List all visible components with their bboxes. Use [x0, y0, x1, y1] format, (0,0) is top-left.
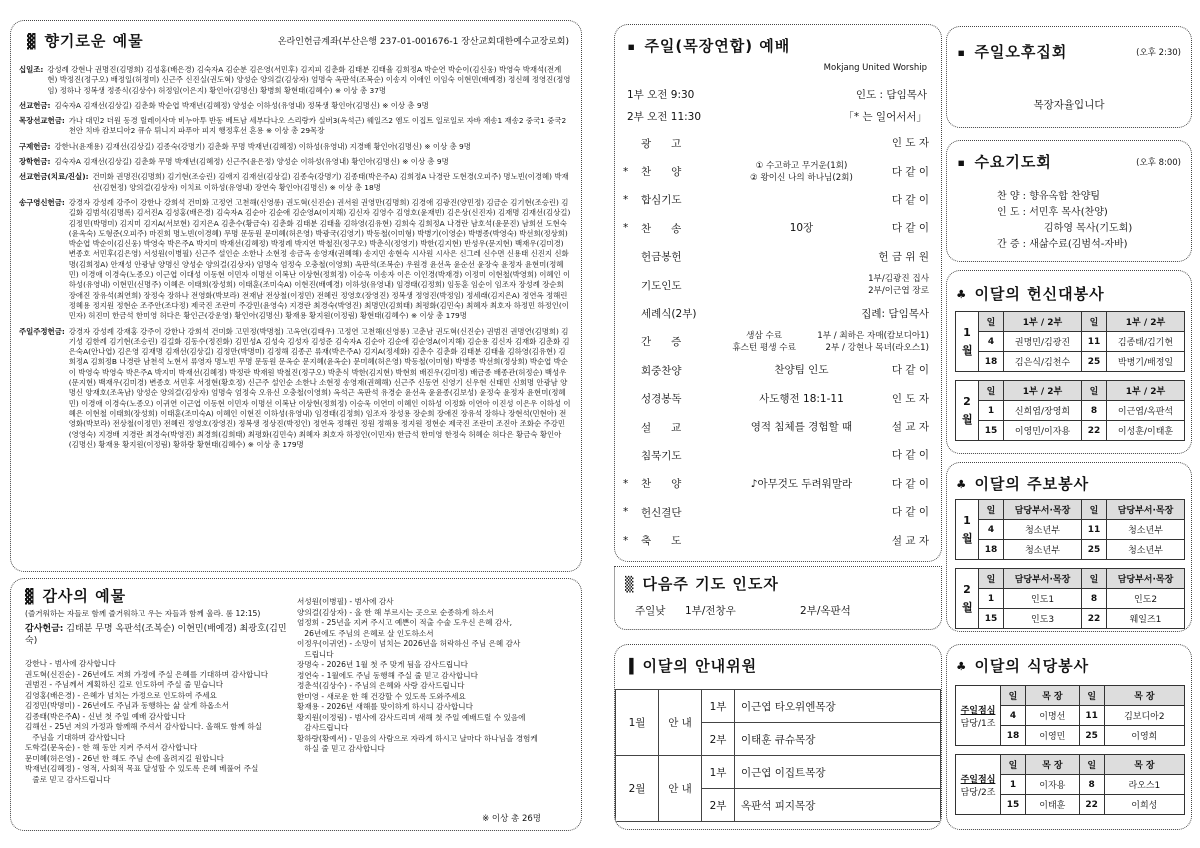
- schedule-header: 담당부서·목장: [1004, 500, 1082, 520]
- kitchen-label: 주일점심: [960, 705, 996, 716]
- kitchen-sub: 담당/1조: [960, 718, 996, 729]
- schedule-day: 25: [1079, 726, 1104, 746]
- next-prayer-title: ▒ 다음주 기도 인도자: [625, 575, 779, 593]
- order-name: 세례식(2부): [641, 308, 697, 321]
- gift-icon: ▓: [25, 589, 35, 605]
- schedule-header: 일: [979, 312, 1004, 332]
- order-name: 합심기도: [641, 194, 682, 207]
- schedule-header: 1부 / 2부: [1107, 381, 1185, 401]
- offering-section-text: 김숙자A 김재선(김상길) 김춘화 박순엽 박재년(김혜정) 양성순 이하성(유영내) 정복생 황인아(김명신) ※ 이상 총 9명: [54, 100, 429, 110]
- guides-role: 안 내: [659, 690, 702, 756]
- order-name: 설 교: [641, 421, 682, 434]
- spacer-cell: [956, 441, 1185, 450]
- offering-section: [19, 198, 571, 322]
- schedule-person: 인도3: [1004, 609, 1082, 629]
- offering-panel: [10, 20, 582, 572]
- month-label: 1월: [962, 513, 973, 545]
- schedule-person: 이명선: [1026, 706, 1080, 726]
- thanks-item: 엄정희 - 25년을 지켜 주시고 예쁜이 적출 수술 도우신 은혜 감사,: [297, 618, 513, 627]
- schedule-person: 김보디아2: [1104, 706, 1184, 726]
- order-detail: 10장: [789, 222, 814, 235]
- schedule-day: 1: [979, 401, 1004, 421]
- spacer-cell: [956, 815, 1185, 824]
- order-name: 광 고: [641, 137, 682, 150]
- offering-section-text: 가나 대민2 더원 동경 릴레이사마 비누아투 반동 베트남 세부다나오 스리랑카 실버3(옥석근) 웨일즈2 엠도 이집트 일로일로 자바 재송1 재송2 중국1 중국2 천안 치바 캄보디아2 큐슈 튀니지 파푸아 피지 행정후선 혼용 ※ 이상 총 29목장: [68, 116, 567, 136]
- schedule-person: 청소년부: [1004, 520, 1082, 540]
- schedule-row: [956, 332, 1185, 352]
- account-info: 온라인헌금계좌(부산은행 237-01-001676-1 장산교회대한예수교장로회): [277, 37, 569, 47]
- month-cell: [956, 500, 979, 560]
- schedule-day: 18: [979, 540, 1004, 560]
- thanks-item: 한미영 - 새로운 한 해 건강할 수 있도록 도와주세요: [297, 691, 466, 701]
- order-row: [623, 328, 929, 356]
- kitchen-label: 주일점심: [960, 774, 996, 785]
- thanks-item: 김종태(박은주A) - 신년 첫 주일 예배 감사합니다: [25, 711, 186, 721]
- schedule-header-row: [956, 755, 1185, 775]
- order-leader: 헌 금 위 원: [878, 250, 929, 263]
- thanks-item: 권도혁(신진순) - 26년에도 저희 가정에 주실 은혜를 기대하며 감사합니다: [25, 669, 269, 679]
- wednesday-title: ▪ 수요기도회: [957, 153, 1052, 171]
- service-panel: [946, 270, 1192, 454]
- kitchen-table: [955, 685, 1185, 823]
- guides-part: 2부: [702, 723, 735, 756]
- guides-person: 이태훈 큐슈목장: [735, 723, 941, 756]
- schedule-header: 1부 / 2부: [1004, 381, 1082, 401]
- order-leader: 다 같 이: [891, 477, 929, 490]
- schedule-header: 1부 / 2부: [1004, 312, 1082, 332]
- wednesday-panel: [946, 140, 1192, 262]
- schedule-spacer: [956, 441, 1185, 450]
- order-row: [623, 186, 929, 214]
- thanks-item: 양의걸(김상자) - 올 한 해 부르시는 곳으로 순종하게 하소서: [297, 607, 494, 617]
- thanks-item: 하실 줄 믿고 감사합니다: [297, 744, 385, 753]
- offering-section: [19, 172, 571, 193]
- schedule-day: 18: [979, 352, 1004, 372]
- sunday-panel: [614, 24, 942, 562]
- month-cell: [956, 381, 979, 441]
- kitchen-title: ♣ 이달의 식당봉사: [957, 657, 1090, 675]
- schedule-header-row: [956, 569, 1185, 589]
- month-cell: [956, 755, 1001, 815]
- thanks-item: 정연숙 - 1월에도 주님 동행해 주실 줄 믿고 감사합니다: [297, 670, 478, 680]
- thanks-title: ▓ 감사의 예물: [25, 587, 127, 605]
- thanks-verse: (즐거워하는 자들로 함께 즐거워하고 우는 자들과 함께 울라. 롬 12:15): [25, 609, 261, 618]
- schedule-person: 이근엽/옥판석: [1107, 401, 1185, 421]
- bullet-icon: ▪: [627, 39, 637, 55]
- thanks-panel: [10, 578, 582, 831]
- time-1: 1부 오전 9:30: [627, 89, 695, 101]
- order-row: [623, 470, 929, 498]
- month-label: 1월: [962, 325, 973, 357]
- order-detail: 찬양팀 인도: [774, 364, 829, 377]
- thanks-item: 드립니다: [297, 649, 334, 659]
- order-row: [623, 243, 929, 271]
- kitchen-panel: [946, 644, 1192, 830]
- order-leader: 인 도 자: [891, 137, 929, 150]
- wednesday-line: 김하영 목사(기도회): [1044, 223, 1133, 234]
- thanks-total: ※ 이상 총 26명: [482, 814, 541, 824]
- schedule-header: 일: [979, 500, 1004, 520]
- offering-section-text: 김숙자A 김재선(김상길) 김춘화 무명 박재년(김혜정) 신근주(윤은정) 양성순 이하성(유영내) 황인아(김명신) ※ 이상 총 9명: [54, 157, 449, 167]
- spacer-cell: [956, 560, 1185, 569]
- order-detail: ① 수고하고 무거운(1회) ② 왕이신 나의 하나님(2회): [750, 160, 853, 183]
- month-cell: [956, 686, 1001, 746]
- schedule-person: 청소년부: [1107, 520, 1185, 540]
- sunday-title: ▪ 주일(목장연합) 예배: [627, 37, 791, 55]
- order-name: 침묵기도: [641, 449, 682, 462]
- schedule-row: [956, 401, 1185, 421]
- schedule-person: 라오스1: [1104, 775, 1184, 795]
- order-leader: 다 같 이: [891, 222, 929, 235]
- grid-icon: ▒: [625, 577, 635, 593]
- thanks-right-list: [297, 597, 575, 755]
- schedule-day: 4: [979, 520, 1004, 540]
- offering-section: [19, 65, 571, 96]
- schedule-person: 인도2: [1107, 589, 1185, 609]
- schedule-header: 목 장: [1026, 755, 1080, 775]
- schedule-person: 청소년부: [1107, 540, 1185, 560]
- thanks-left-list: [25, 659, 293, 785]
- offering-section-label: 주일주정헌금:: [19, 326, 65, 336]
- guides-table: [615, 689, 941, 822]
- service-table: [955, 311, 1185, 449]
- thanks-item: 26년에도 주님의 은혜로 살 인도하소서: [297, 628, 434, 638]
- order-row: [623, 498, 929, 526]
- offering-section-text: 건미화 권명진(김명희) 김기현(조승린) 김애지 김재선(김상길) 김종숙(강명기) 김종태(박은주A) 김희정A 나경란 도현경(오피주) 명노빈(이경혜) 박재선(김현정) 양의걸(김상자) 이치료 이하성(유영내) 장연숙 황인아(김명신) ※ 이상 총 18명: [92, 172, 569, 192]
- wednesday-time: (오후 8:00): [1136, 157, 1181, 168]
- order-detail: 사도행전 18:1-11: [759, 392, 844, 405]
- guides-part: 1부: [702, 690, 735, 723]
- schedule-person: 이영민/이자용: [1004, 421, 1082, 441]
- month-label: 2월: [962, 582, 973, 614]
- schedule-spacer: [956, 629, 1185, 633]
- schedule-day: 11: [1082, 520, 1107, 540]
- order-name: 회중찬양: [641, 364, 682, 377]
- offering-section-text: 강경자 강성례 강재홍 강주이 강한나 강희석 건미화 고민정(박명철) 고옥연(김태우) 고정연 고천해(신영롱) 고춘남 권도혁(신진순) 권범진 권명연(김명희) 김기성 김한례 김기현(조승린) 김길화 김동수(정진화) 김민성A 김성숙 김성자 김성준 김숙자A 김순아 김순애 김순영A(이지해) 김순용 김신자 김재화 김춘화 김은숙A(안나엽) 김은영 김재명 김재선(김상길) 김정만(박명미) 김정해 김종곤 류재(박은주A) 김지A(정세화) 김춘수 김춘화 김태분 김태율 김하영(김유현) 김희정A 김희정B 나경란 남천석 노현서 류영자 명노빈 무명 문동원 문옥순 문지혜(윤옥순) 문미혜(허은영) 박동철(이미형) 박병종 박선희(정상희) 박순엽 박순이 박영숙 박영숙 박은주A 박지미 박재선(김혜정) 박정란 박재원 박철진(정구오) 박춘식 박한(김지현) 박현희 배진우(김미정) 배금종 배종관(허정순) 백성우(문지현) 백재우(김미경) 변종호 서민후 서정현(황호정) 신근주 설인순 소한나 소현정 송영재(권혜해) 신근주 신동연 신영기 신우현 신태민 신희명 안광남 양명신 양재호(조옥남) 양성순 양의걸(김상자) 엄명숙 엄정숙 오유신 오충철(이영희) 옥석근 옥판석 유경순 윤선옥 윤윤종(김보성) 윤정숙 윤정자 윤현미(정혜민) 이경애 이경숙(노종오) 이귀연 이근엽 이동현 이민자 이명선 이복난 이상현(정희정) 이승욱 이연미 이혜인 이하성 이정화 이연아 이진성 이은우 이하성 이혜은 이현철 이태희(장성희) 이태훈(조미숙A) 이혜인 이현진 이하성(유영내) 임경태(김정희) 임조자 장성용 장순희 장애진 장유석 장하나 장현석(민현아) 전영화(박보라) 전상철(이정민) 전혜린 정영호(장영진) 정복생 정상진(박정인) 정연옥 정해린 정원 정해용 정지원 정현순 제국진 조란미 조진아 조화순 주강민(영영숙) 지경배 지경란 최경숙(박영진) 최경희(김희태) 최평화(김민숙) 최혜자 최호자 하정인(이민자) 한금석 한미영 한정숙 허혜순 허다은 황금숙 황인아(김명신) 황재용 황지원(이정림) 황하랑 황현태(김혜수) ※ 이상 총 179명: [68, 326, 571, 449]
- order-leader: 다 같 이: [891, 364, 929, 377]
- schedule-header: 일: [979, 381, 1004, 401]
- thanks-item: 주님을 기대하며 감사합니다: [25, 732, 126, 742]
- standing-marker: *: [623, 165, 629, 178]
- guides-person: 이근엽 타오위엔목장: [735, 690, 941, 723]
- guides-person: 이근엽 이집트목장: [735, 756, 941, 789]
- schedule-header: 목 장: [1026, 686, 1080, 706]
- guides-row: [616, 690, 941, 723]
- order-name: 기도인도: [641, 279, 682, 292]
- thanks-item: 도학걸(문옥순) - 한 해 동안 지켜 주셔서 감사합니다: [25, 743, 198, 752]
- next-prayer-p1: 1부/전창우: [685, 605, 736, 617]
- order-leader: 다 같 이: [891, 506, 929, 519]
- schedule-header-row: [956, 381, 1185, 401]
- next-prayer-panel: [614, 566, 942, 630]
- schedule-row: [956, 421, 1185, 441]
- order-detail: 영적 침체를 경험할 때: [750, 421, 853, 434]
- thanks-item: 감사드립니다: [297, 723, 349, 732]
- order-row: [623, 214, 929, 242]
- schedule-header: 일: [1082, 569, 1107, 589]
- standing-marker: *: [623, 506, 629, 519]
- order-row: [623, 356, 929, 384]
- guides-row: [616, 756, 941, 789]
- schedule-person: 이성훈/이태훈: [1107, 421, 1185, 441]
- thanks-item: 강한나 - 범사에 감사합니다: [25, 659, 116, 668]
- order-of-service: [623, 129, 929, 555]
- schedule-day: 1: [979, 589, 1004, 609]
- schedule-spacer: [956, 815, 1185, 824]
- schedule-person: 박병기/배정일: [1107, 352, 1185, 372]
- schedule-day: 11: [1079, 706, 1104, 726]
- schedule-person: 이영희: [1104, 726, 1184, 746]
- order-leader: 다 같 이: [891, 449, 929, 462]
- offering-section-text: 강경자 강성례 강주이 강한나 강희석 건미화 고정연 고천해(신영롱) 권도혁(신진순) 권서원 권영만(김명희) 김경애 김광진(양민정) 김금순 김기현(조승린) 김길화 김범석(김명록) 김서진A 김성홍(배은경) 김숙자A 김순아 김순애 김순영A(이지해) 김신자 김영수 김영호(윤재빈) 김은상(신진자) 김재명 김재선(김상길) 김정민(박명미) 김지미 김지A(서보현) 김지은A 김춘수(황금숙) 김춘화 김태분 김태율 김하영(김유현) 김희숙 김희정A 나경란 남호석(윤문진) 남희선 도현숙(윤옥숙) 도형준(오피주) 마진희 명노빈(이경혜) 무명 문동원 문미혜(허은영) 박광국(김영기) 박동철(이미형) 박병기(이영순) 박병종(박영숙) 박선희(정상희) 박순엽 박순이(김신웅) 박영숙 박은주A 박지미 박재선(김혜정) 박정례 박지연 박철진(정구오) 박춘식(정영기) 박한(김지현) 반성우(문지현) 백재우(김미경) 변종호 서민후(김은영) 서성원(이병필) 신근주 설인순 소한나 소현정 송금옥 송영재(권혜해) 송지민 송현숙 시사원 시사은 신그레 신수면 신용태 신진지 신화명(김희정A) 안재성 안광남 양명신 양성순 양의걸(김상자) 엄명숙 엄정숙 오충철(이영희) 옥판석(조복순) 우원경 윤선옥 윤순선 윤장숙 윤정자 윤현미(정혜민) 이경애 이경숙(노종오) 이근엽 이대성 이동현 이민자 이명선 이복난 이상현(정희정) 이승욱 이송자 이은 이인경(박재경) 이정미 이현철(박영희) 이혜인 이하성(유영내) 이현민(신명주) 이혜은 이태희(장성희) 이태훈(조미숙A) 이현진(배예경) 이하성(유영내) 임경태(김정희) 임동훈 임순이 임조자 장성례 장순희 장애진 장유석(최연희) 장정숙 장하나 전영화(박보라) 전재남 전상철(이정민) 전혜린 정영호(장영진) 정복생 정영진(박정임) 정세래(김지은A) 정연옥 정해린 정혜용 정지원 정현순 조주안(조다정) 제국진 조란미 주강민(윤영숙) 지경란 최경숙(박영진) 최명민(김희태) 최평화(김민숙) 최혜자 최호자 하정민 하정인(이민자) 허진미 한금석 한미영 허다은 황인근(강운영) 황인아(김명신) 황재용 황지원(이정림) 황현태(김혜수) ※ 이상 총 179명: [68, 197, 571, 321]
- schedule-person: 김은식/김천수: [1004, 352, 1082, 372]
- schedule-header: 일: [1001, 686, 1026, 706]
- order-leader: 1부/김광진 집사 2부/이근엽 장로: [868, 274, 929, 297]
- offering-section-label: 십일조:: [19, 65, 44, 74]
- order-name: 축 도: [641, 535, 682, 548]
- month-label: 2월: [962, 394, 973, 426]
- schedule-header: 담당부서·목장: [1107, 569, 1185, 589]
- schedule-person: 이희성: [1104, 795, 1184, 815]
- schedule-person: 권명민/김광진: [1004, 332, 1082, 352]
- schedule-row: [956, 589, 1185, 609]
- order-leader: 다 같 이: [891, 193, 929, 206]
- schedule-day: 18: [1001, 726, 1026, 746]
- order-name: 찬 송: [641, 222, 682, 235]
- standing-marker: *: [623, 534, 629, 547]
- thanks-item: 문미혜(허은영) - 26년 한 해도 주님 손에 올려지길 원합니다: [25, 753, 225, 763]
- thanks-head: [25, 623, 287, 647]
- order-name: 성경봉독: [641, 393, 682, 406]
- month-cell: [956, 569, 979, 629]
- spacer-cell: [956, 629, 1185, 633]
- schedule-day: 25: [1082, 352, 1107, 372]
- order-leader: 다 같 이: [891, 165, 929, 178]
- order-name: 간 증: [641, 336, 682, 349]
- order-leader: 1부 / 최하은 자매(캄보디아1) 2부 / 강현나 목녀(라오스1): [817, 330, 929, 353]
- weekly-title: ♣ 이달의 주보봉사: [957, 475, 1090, 493]
- schedule-header-row: [956, 686, 1185, 706]
- thanks-item: 김영홍(배은경) - 은혜가 넘치는 가정으로 인도하여 주세요: [25, 690, 217, 700]
- gift-icon: ▓: [27, 34, 37, 50]
- schedule-header: 목 장: [1104, 755, 1184, 775]
- schedule-header: 1부 / 2부: [1107, 312, 1185, 332]
- schedule-day: 8: [1082, 589, 1107, 609]
- schedule-header: 일: [1082, 312, 1107, 332]
- thanks-item: 황재용 - 2026년 새해를 맞이하게 하시니 감사합니다: [297, 702, 473, 711]
- order-row: [623, 129, 929, 157]
- thanks-item: 황하랑(황예서) - 믿음의 사람으로 자라게 하시고 날마다 하나님을 경험케: [297, 733, 538, 743]
- thanks-item: 줄로 믿고 감사드립니다: [25, 774, 111, 784]
- schedule-person: 신희엽/장영희: [1004, 401, 1082, 421]
- thanks-item: 장명숙 - 2026년 1월 첫 주 맞게 됨을 감사드립니다: [297, 660, 468, 669]
- offering-section-text: 강성례 강현나 권명진(김명희) 김성홍(배은경) 김숙자A 김순분 김은영(서민후) 김지피 김춘화 김태분 김태율 김희정A 박순연 박순이(김신웅) 박영숙 박재석(전계현) 박정진(정구오) 배정일(허정미) 신근주 신진실(권도혁) 양성순 양의걸(김상자) 엄명숙 옥판석(조복순) 이송지 이애인 이임숙 이현민(배예경) 정신혜 정영진(정영임) 정하나 정복생 정종식(김상수) 허정임(이은지) 황인아(김명신) 황병희 황현태(김혜수) ※ 이상 총 37명: [47, 65, 571, 95]
- bullet-icon: ▪: [957, 45, 967, 61]
- thanks-item: 서성원(이병필) - 범사에 감사: [297, 597, 394, 606]
- schedule-spacer: [956, 372, 1185, 381]
- bullet-icon: ▪: [957, 155, 967, 171]
- order-name: 찬 양: [641, 478, 682, 491]
- offering-section: [19, 327, 571, 451]
- wednesday-lines: [997, 189, 1132, 253]
- order-row: [623, 157, 929, 185]
- schedule-day: 25: [1082, 540, 1107, 560]
- offering-section-label: 목장선교헌금:: [19, 116, 65, 126]
- thanks-item: 김정민(박명미) - 26년에도 주님과 동행하는 삶 살게 하옵소서: [25, 701, 229, 710]
- offering-section-label: 장학헌금:: [19, 157, 51, 167]
- spacer-cell: [956, 746, 1185, 755]
- time-2: 2부 오전 11:30: [627, 111, 702, 123]
- schedule-header: 일: [1079, 686, 1104, 706]
- sunday-subtitle: Mokjang United Worship: [823, 63, 927, 73]
- schedule-person: 인도1: [1004, 589, 1082, 609]
- wednesday-line: 간 증 : 새삶수료(김범석-자바): [997, 239, 1128, 250]
- thanks-item: 김해선 - 25년 저의 가정과 함께해 주셔서 감사합니다. 올해도 함께 하실: [25, 722, 263, 731]
- thanks-item: 황지원(이정림) - 범사에 감사드리며 새해 첫 주일 예배드릴 수 있음에: [297, 712, 526, 722]
- schedule-header: 일: [979, 569, 1004, 589]
- schedule-day: 8: [1082, 401, 1107, 421]
- schedule-row: [956, 520, 1185, 540]
- offering-section-label: 선교헌금:: [19, 100, 51, 110]
- order-detail: ♪아무것도 두려워말라: [750, 477, 853, 490]
- standing-marker: *: [623, 193, 629, 206]
- clover-icon: ♣: [957, 477, 967, 493]
- schedule-header: 일: [1001, 755, 1026, 775]
- order-name: 찬 양: [641, 166, 682, 179]
- schedule-day: 4: [1001, 706, 1026, 726]
- offering-section: [19, 101, 571, 111]
- offering-section-label: 송구영신헌금:: [19, 197, 65, 207]
- offering-title: ▓ 향기로운 예물: [27, 32, 144, 50]
- next-prayer-label: 주일낮: [635, 605, 666, 617]
- thanks-item: 박재년(김혜정) - 영적, 사회적 목표 달성할 수 있도록 은혜 베풀어 주실: [25, 764, 259, 773]
- pillar-icon: ▐: [625, 659, 635, 675]
- offering-section-label: 선교헌금(치료/진실):: [19, 172, 89, 182]
- offering-section: [19, 157, 571, 167]
- offering-section: [19, 142, 571, 152]
- schedule-day: 22: [1082, 609, 1107, 629]
- guides-part: 1부: [702, 756, 735, 789]
- schedule-day: 22: [1082, 421, 1107, 441]
- guides-role: 안 내: [659, 756, 702, 822]
- weekly-table: [955, 499, 1185, 632]
- order-leader: 설 교 자: [891, 421, 929, 434]
- thanks-head-text: 김태분 무명 옥판석(조복순) 이현민(배예경) 최광호(김민숙): [25, 624, 287, 646]
- schedule-person: 이태훈: [1026, 795, 1080, 815]
- guides-month: 1월: [616, 690, 659, 756]
- offering-section-text: 강한나(윤재용) 김재선(김상길) 김종숙(강명기) 김춘화 무명 박재년(김혜정) 이하성(유영내) 지경배 황인아(김명신) ※ 이상 총 9명: [54, 141, 471, 151]
- order-row: [623, 441, 929, 469]
- schedule-day: 15: [979, 421, 1004, 441]
- schedule-person: 이영민: [1026, 726, 1080, 746]
- offering-section: [19, 116, 571, 137]
- schedule-row: [956, 609, 1185, 629]
- order-detail: 생삼 수료 휴스턴 평생 수료: [732, 330, 796, 353]
- order-row: [623, 526, 929, 554]
- afternoon-text: 목장자율입니다: [1033, 99, 1105, 111]
- order-name: 헌금봉헌: [641, 251, 682, 264]
- next-prayer-p2: 2부/옥판석: [800, 605, 851, 617]
- guides-title: ▐ 이달의 안내위원: [625, 657, 758, 675]
- leader-label: 인도 : 담임목사: [855, 89, 927, 101]
- schedule-day: 8: [1079, 775, 1104, 795]
- weekly-panel: [946, 462, 1192, 632]
- order-row: [623, 271, 929, 299]
- schedule-spacer: [956, 746, 1185, 755]
- schedule-day: 15: [979, 609, 1004, 629]
- guides-month: 2월: [616, 756, 659, 822]
- afternoon-title: ▪ 주일오후집회: [957, 43, 1068, 61]
- schedule-day: 22: [1079, 795, 1104, 815]
- schedule-person: 이자용: [1026, 775, 1080, 795]
- schedule-person: 웨일즈1: [1107, 609, 1185, 629]
- clover-icon: ♣: [957, 287, 967, 303]
- schedule-row: [956, 352, 1185, 372]
- offering-section-label: 구제헌금:: [19, 141, 51, 151]
- schedule-header: 일: [1079, 755, 1104, 775]
- schedule-day: 1: [1001, 775, 1026, 795]
- kitchen-sub: 담당/2조: [960, 787, 996, 798]
- offering-list: [19, 65, 571, 455]
- offering-header: [27, 30, 569, 51]
- afternoon-panel: [946, 26, 1192, 128]
- schedule-header: 담당부서·목장: [1107, 500, 1185, 520]
- schedule-header: 목 장: [1104, 686, 1184, 706]
- standing-marker: *: [623, 477, 629, 490]
- thanks-item: 이정우(이귀연) - 소망이 넘치는 2026년을 허락하신 주님 은혜 감사: [297, 639, 521, 648]
- schedule-header: 일: [1082, 381, 1107, 401]
- thanks-head-label: 감사헌금:: [25, 624, 64, 634]
- order-leader: 설 교 자: [891, 534, 929, 547]
- order-row: [623, 385, 929, 413]
- schedule-day: 4: [979, 332, 1004, 352]
- schedule-spacer: [956, 560, 1185, 569]
- thanks-item: 정춘석(김상수) - 주님의 은혜와 사랑 감사드립니다: [297, 681, 465, 690]
- service-title: ♣ 이달의 헌신대봉사: [957, 285, 1105, 303]
- thanks-item: 권범진 - 주님께서 계획하신 길로 인도하여 주실 줄 믿습니다: [25, 680, 224, 689]
- schedule-row: [956, 540, 1185, 560]
- month-cell: [956, 312, 979, 372]
- schedule-header: 일: [1082, 500, 1107, 520]
- schedule-day: 15: [1001, 795, 1026, 815]
- spacer-cell: [956, 372, 1185, 381]
- order-name: 헌신결단: [641, 506, 682, 519]
- schedule-day: 11: [1082, 332, 1107, 352]
- order-row: [623, 413, 929, 441]
- wednesday-line: 찬 양 : 향유옥합 찬양팀: [997, 191, 1101, 202]
- guides-person: 옥판석 피지목장: [735, 789, 941, 822]
- schedule-header-row: [956, 312, 1185, 332]
- schedule-header-row: [956, 500, 1185, 520]
- schedule-person: 김종태/김기현: [1107, 332, 1185, 352]
- clover-icon: ♣: [957, 659, 967, 675]
- order-row: [623, 299, 929, 327]
- standing-note: 「* 는 일어서서」: [843, 111, 927, 123]
- schedule-person: 청소년부: [1004, 540, 1082, 560]
- guides-part: 2부: [702, 789, 735, 822]
- standing-marker: *: [623, 222, 629, 235]
- order-leader: 인 도 자: [891, 392, 929, 405]
- guides-panel: [614, 644, 942, 830]
- order-leader: 집례: 담임목사: [861, 307, 929, 320]
- afternoon-time: (오후 2:30): [1136, 47, 1181, 58]
- schedule-header: 담당부서·목장: [1004, 569, 1082, 589]
- wednesday-line: 인 도 : 서민후 목사(찬양): [997, 207, 1108, 218]
